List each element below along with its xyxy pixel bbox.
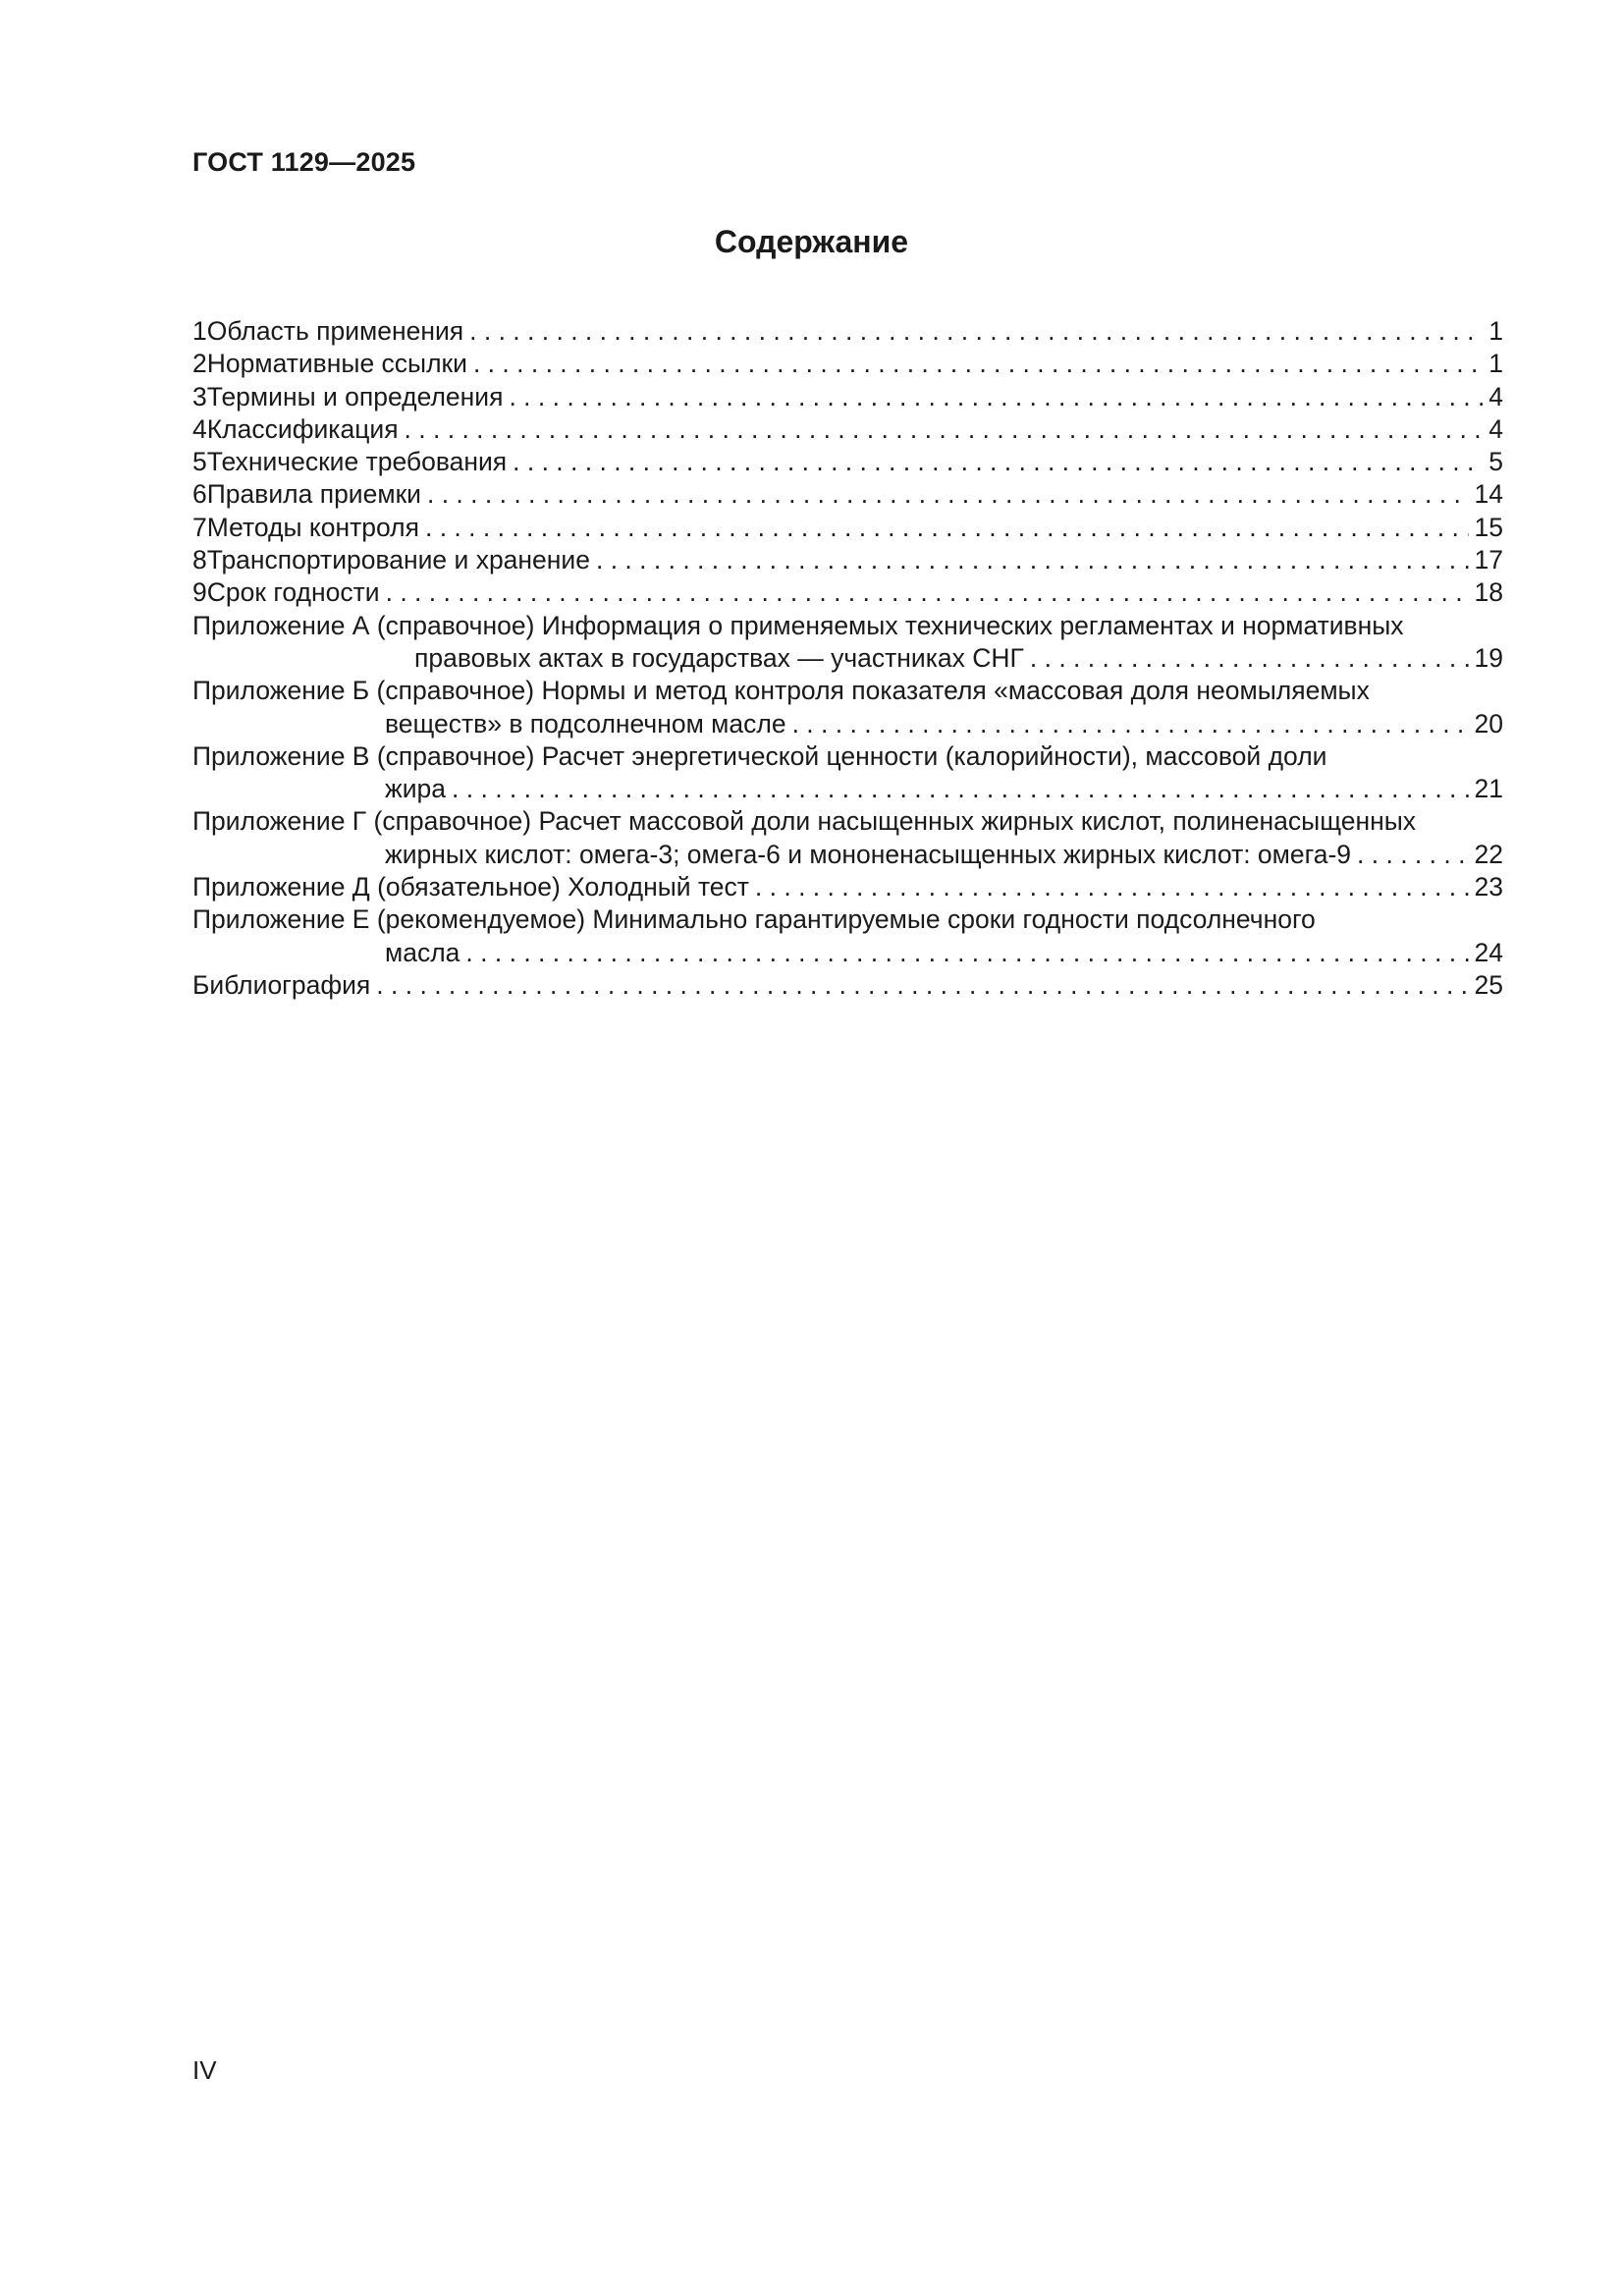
toc-entry[interactable] bbox=[192, 446, 1503, 478]
toc-appendix-line2 bbox=[192, 937, 1503, 969]
toc-entry-page: 15 bbox=[1474, 512, 1503, 542]
dot-leader bbox=[452, 773, 1469, 805]
toc-appendix-entry[interactable] bbox=[192, 871, 1503, 903]
toc-entry-title: Классификация bbox=[206, 413, 399, 444]
toc-entry-title: Правила приемки bbox=[206, 479, 421, 510]
dot-leader bbox=[427, 478, 1469, 511]
toc-appendix-title: Приложение Д (обязательное) Холодный тест bbox=[192, 872, 749, 902]
toc-entry-page: 1 bbox=[1488, 349, 1503, 379]
table-of-contents bbox=[192, 315, 1503, 1002]
toc-entry-number: 8 bbox=[192, 545, 207, 575]
toc-appendix-entry[interactable] bbox=[192, 675, 1503, 740]
toc-entry-title: Область применения bbox=[206, 316, 464, 346]
toc-entry-page: 17 bbox=[1474, 545, 1503, 575]
toc-entry-number: 7 bbox=[192, 512, 207, 542]
dot-leader bbox=[755, 871, 1469, 903]
toc-appendix-title-line2: жирных кислот: омега-3; омега-6 и мононенасыщенных жирных кислот: омега-9 bbox=[385, 839, 1352, 869]
toc-entry-page: 19 bbox=[1474, 642, 1503, 673]
toc-entry-title: Транспортирование и хранение bbox=[206, 545, 590, 575]
toc-appendix-title-line2: жира bbox=[385, 774, 447, 804]
toc-appendix-entry[interactable] bbox=[192, 805, 1503, 871]
toc-entry-page: 23 bbox=[1474, 872, 1503, 902]
toc-appendix-entry[interactable] bbox=[192, 610, 1503, 676]
dot-leader bbox=[1030, 642, 1469, 675]
document-code: ГОСТ 1129—2025 bbox=[192, 147, 416, 177]
toc-bibliography-entry[interactable] bbox=[192, 969, 1503, 1002]
toc-entry[interactable] bbox=[192, 413, 1503, 446]
toc-appendix-title-line1: Приложение Е (рекомендуемое) Минимально гарантируемые сроки годности подсолнечного bbox=[192, 904, 1316, 935]
toc-entry-number: 4 bbox=[192, 413, 207, 444]
toc-appendix-title-line2: правовых актах в государствах — участниках СНГ bbox=[414, 642, 1024, 673]
toc-entry-page: 14 bbox=[1474, 479, 1503, 510]
toc-appendix-title-line1: Приложение В (справочное) Расчет энергетической ценности (калорийности), массовой доли bbox=[192, 740, 1327, 771]
toc-entry-page: 18 bbox=[1474, 577, 1503, 608]
toc-entry-title: Нормативные ссылки bbox=[206, 349, 467, 379]
dot-leader bbox=[376, 969, 1468, 1002]
toc-entry-page: 4 bbox=[1488, 413, 1503, 444]
dot-leader bbox=[509, 381, 1483, 413]
dot-leader bbox=[473, 348, 1483, 380]
toc-appendix-line2 bbox=[192, 708, 1503, 740]
dot-leader bbox=[465, 937, 1468, 969]
toc-entry-number: 5 bbox=[192, 447, 207, 477]
toc-appendix-line2 bbox=[192, 839, 1503, 871]
toc-entry-page: 22 bbox=[1474, 839, 1503, 869]
toc-entry-page: 20 bbox=[1474, 708, 1503, 738]
toc-appendix-entry[interactable] bbox=[192, 740, 1503, 806]
toc-appendix-title-line1: Приложение Б (справочное) Нормы и метод контроля показателя «массовая доля неомыляемых bbox=[192, 676, 1370, 706]
dot-leader bbox=[513, 446, 1483, 478]
toc-title: Содержание bbox=[714, 224, 909, 259]
toc-entry[interactable] bbox=[192, 381, 1503, 413]
toc-entry[interactable] bbox=[192, 544, 1503, 576]
dot-leader bbox=[469, 315, 1483, 348]
toc-entry-number: 2 bbox=[192, 349, 207, 379]
toc-appendix-title-line1: Приложение Г (справочное) Расчет массовой доли насыщенных жирных кислот, полиненасыщенных bbox=[192, 806, 1417, 837]
dot-leader bbox=[425, 512, 1469, 544]
toc-entry-number: 9 bbox=[192, 577, 207, 608]
toc-entry-page: 1 bbox=[1488, 316, 1503, 346]
toc-entry[interactable] bbox=[192, 315, 1503, 348]
toc-entry-number: 1 bbox=[192, 316, 207, 346]
toc-appendix-entry[interactable] bbox=[192, 903, 1503, 969]
dot-leader bbox=[596, 544, 1469, 576]
toc-appendix-title-line2: веществ» в подсолнечном масле bbox=[385, 708, 786, 738]
toc-entry[interactable] bbox=[192, 576, 1503, 609]
toc-entry-title: Методы контроля bbox=[206, 512, 419, 542]
toc-entry[interactable] bbox=[192, 348, 1503, 380]
toc-appendix-title-line2: масла bbox=[385, 937, 460, 967]
toc-entry-number: 3 bbox=[192, 381, 207, 411]
toc-entry-page: 24 bbox=[1474, 937, 1503, 967]
toc-appendix-title-line1: Приложение А (справочное) Информация о применяемых технических регламентах и нормативных bbox=[192, 610, 1404, 640]
toc-entry-title: Термины и определения bbox=[206, 381, 504, 411]
toc-appendix-line2 bbox=[192, 773, 1503, 805]
toc-entry-page: 25 bbox=[1474, 969, 1503, 1000]
toc-entry-title: Срок годности bbox=[206, 577, 380, 608]
toc-entry-page: 5 bbox=[1488, 447, 1503, 477]
dot-leader bbox=[386, 576, 1469, 609]
toc-bibliography-title: Библиография bbox=[192, 969, 371, 1000]
dot-leader bbox=[792, 708, 1469, 740]
toc-entry-title: Технические требования bbox=[206, 447, 508, 477]
dot-leader bbox=[1357, 839, 1469, 871]
page-number: IV bbox=[192, 2055, 217, 2085]
toc-entry-number: 6 bbox=[192, 479, 207, 510]
dot-leader bbox=[405, 413, 1484, 446]
toc-entry[interactable] bbox=[192, 478, 1503, 511]
toc-entry-page: 4 bbox=[1488, 381, 1503, 411]
toc-entry-page: 21 bbox=[1474, 774, 1503, 804]
toc-appendix-line2 bbox=[192, 642, 1503, 675]
toc-entry[interactable] bbox=[192, 512, 1503, 544]
